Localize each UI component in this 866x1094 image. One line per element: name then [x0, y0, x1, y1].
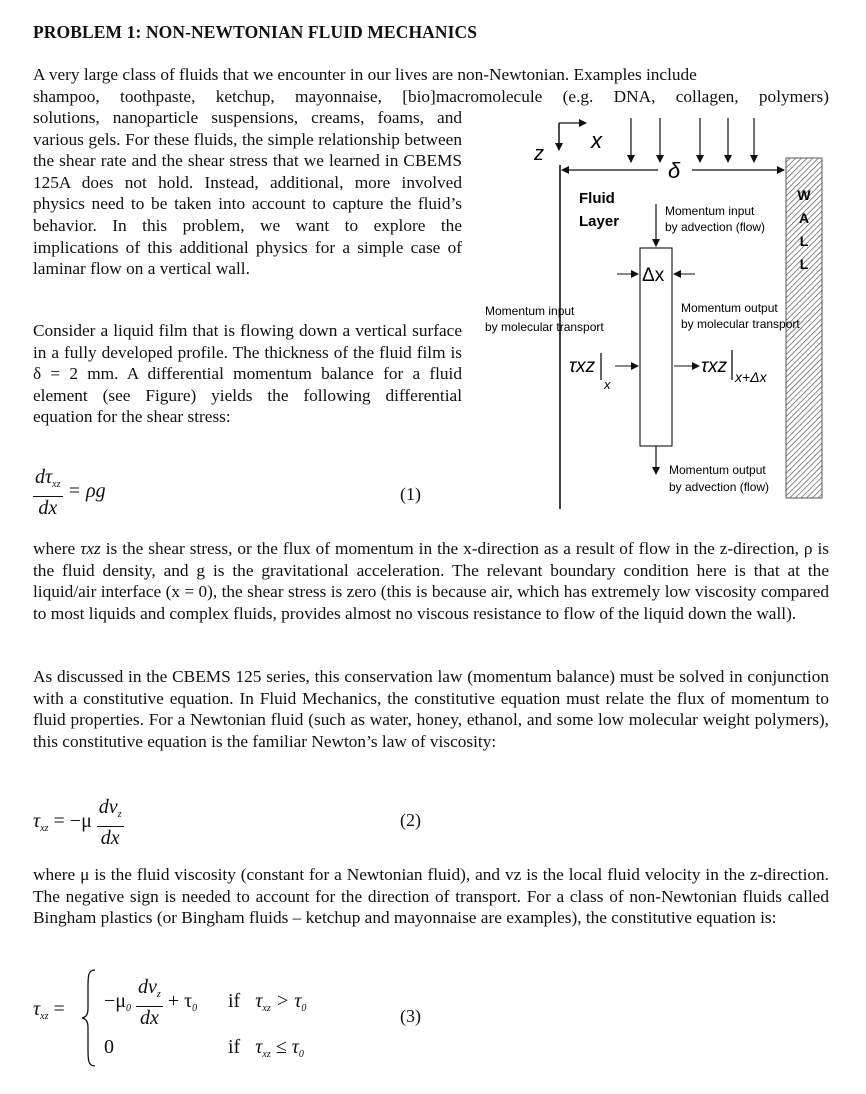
wall-letter-w: W — [797, 187, 811, 203]
flow-arrows-icon — [631, 118, 754, 162]
wall-letter-l1: L — [799, 233, 809, 249]
problem-title: PROBLEM 1: NON-NEWTONIAN FLUID MECHANICS — [33, 22, 478, 42]
equation-3-case-1 — [104, 976, 197, 1029]
eq3-if-1: if — [228, 990, 241, 1012]
eq3-cond2-op: ≤ τ — [270, 1036, 299, 1058]
equation-3-label: (3) — [400, 1006, 421, 1026]
where-tau-paragraph — [33, 538, 829, 624]
mom-out-adv-1: Momentum output — [669, 463, 766, 477]
eq1-tau: τ — [45, 466, 53, 488]
eq2-denominator: dx — [100, 827, 120, 849]
wall-letter-l2: L — [799, 256, 809, 272]
eq3-cond1-rhs-sub: 0 — [301, 1003, 307, 1014]
eq3-denominator: dx — [139, 1007, 159, 1029]
eq3-dv-sub: z — [156, 989, 161, 1000]
axes-icon — [559, 123, 586, 150]
fluid-layer-label-2: Layer — [579, 213, 620, 230]
eq1-fraction — [33, 466, 63, 519]
delta-label: δ — [668, 158, 681, 183]
consider-paragraph: Consider a liquid film that is flowing down a vertical surface in a fully developed profile. The thickness of the fluid film is δ = 2 mm. A differential momentum balance for a fluid element (see Figure) yields the following differential equation for the shear stress: — [33, 321, 462, 427]
brace-icon — [80, 968, 98, 1068]
where-tau-text: is the shear stress, or the flux of momentum in the x-direction as a result of flow in the z-direction, ρ is the fluid density, and g is the gravitational acceleration. The relevant boundary condition here is that at the liquid/air interface (x = 0), the shear stress is zero (this is because air, which has extremely low viscosity compared to most liquids and complex fluids, provides almost no viscous resistance to flow of the liquid down the wall). — [33, 539, 829, 623]
intro-line-2: shampoo, toothpaste, ketchup, mayonnaise, [bio]macromolecule (e.g. DNA, collagen, polymers) — [33, 87, 829, 106]
eq2-dv: dv — [98, 796, 118, 818]
eq2-tau: τ — [33, 810, 41, 833]
eq3-tau0-sub: 0 — [192, 1003, 198, 1015]
equation-3-case-2-condition — [228, 1036, 304, 1060]
eq2-fraction — [97, 796, 124, 849]
mom-in-adv-2: by advection (flow) — [665, 220, 766, 234]
equation-1-label: (1) — [400, 484, 421, 504]
eq1-sub: xz — [52, 479, 61, 490]
intro-paragraph-rest: solutions, nanoparticle suspensions, creams, foams, and various gels. For these fluids, the simple relationship between the shear rate and the shear stress that we learned in CBEMS 125A does not hold. Instead, additional, more involved physics need to be taken into account to capture the fluid’s behavior. In this problem, we want to explore the implications of this additional physics for a simple case of laminar flow on a vertical wall. — [33, 108, 462, 279]
eq3-equals: = — [53, 998, 65, 1020]
eq3-cond1-op: > τ — [270, 990, 302, 1012]
eq1-d: d — [35, 466, 45, 488]
eq2-equals-mu: = −μ — [53, 810, 92, 833]
eq3-minus-mu: −μ — [104, 990, 127, 1013]
mom-out-mol-2: by molecular transport — [681, 317, 800, 331]
mom-out-mol-1: Momentum output — [681, 301, 778, 315]
equation-2-label: (2) — [400, 810, 421, 830]
eq3-plus-tau0: + τ — [167, 990, 193, 1013]
delta-x-label: Δx — [642, 265, 665, 286]
eq3-tau-sub: xz — [40, 1011, 49, 1022]
eq3-cond1-tau: τ — [255, 990, 263, 1012]
tau-in-sub: x — [604, 377, 611, 392]
axis-z-label: z — [534, 143, 544, 165]
equation-3-case-2: 0 — [104, 1036, 114, 1058]
equation-1 — [33, 466, 106, 519]
mom-in-mol-2: by molecular transport — [485, 320, 604, 334]
eq3-mu-sub: 0 — [126, 1003, 132, 1015]
tau-xz-symbol: τxz — [80, 539, 101, 558]
eq2-tau-sub: xz — [40, 823, 49, 835]
fluid-element-figure — [470, 110, 850, 510]
eq3-tau: τ — [33, 998, 41, 1020]
wall-letter-a: A — [798, 210, 810, 226]
equation-3-lhs — [33, 998, 65, 1022]
constitutive-paragraph: As discussed in the CBEMS 125 series, this conservation law (momentum balance) must be solved in conjunction with a constitutive equation. In Fluid Mechanics, the constitutive equation must relate the flux of momentum to fluid properties. For a Newtonian fluid (such as water, honey, ethanol, and some low molecular weight polymers), this constitutive equation is the familiar Newton’s law of viscosity: — [33, 667, 829, 751]
intro-line-1: A very large class of fluids that we encounter in our lives are non-Newtonian. Examples include — [33, 65, 697, 84]
eq3-cond2-tau: τ — [255, 1036, 263, 1058]
where-mu-paragraph: where μ is the fluid viscosity (constant for a Newtonian fluid), and vz is the local fluid velocity in the z-direction. The negative sign is needed to account for the direction of transport. For a class of non-Newtonian fluids called Bingham plastics (or Bingham fluids – ketchup and mayonnaise are examples), the constitutive equation is: — [33, 865, 829, 928]
eq3-fraction — [136, 976, 163, 1029]
mom-in-mol-1: Momentum input — [485, 304, 575, 318]
eq3-if-2: if — [228, 1036, 241, 1058]
axis-x-label: x — [591, 128, 602, 153]
mom-out-adv-2: by advection (flow) — [669, 480, 770, 494]
fluid-layer-label-1: Fluid — [579, 190, 615, 207]
equation-2 — [33, 796, 124, 849]
eq1-rhs: = ρg — [67, 480, 106, 503]
eq3-dv: dv — [138, 976, 157, 998]
equation-3-case-1-condition — [228, 990, 306, 1014]
eq3-cond2-rhs-sub: 0 — [298, 1049, 304, 1060]
eq2-dv-sub: z — [117, 809, 122, 820]
where-tau-prefix: where — [33, 539, 81, 558]
tau-in-label: τxz — [569, 356, 596, 377]
eq3-cond2-sub: xz — [262, 1049, 271, 1060]
eq1-denominator: dx — [38, 497, 58, 519]
tau-out-label: τxz — [701, 356, 728, 377]
mom-in-adv-1: Momentum input — [665, 204, 755, 218]
tau-out-sub: x+Δx — [735, 369, 767, 385]
eq3-cond1-sub: xz — [262, 1003, 271, 1014]
